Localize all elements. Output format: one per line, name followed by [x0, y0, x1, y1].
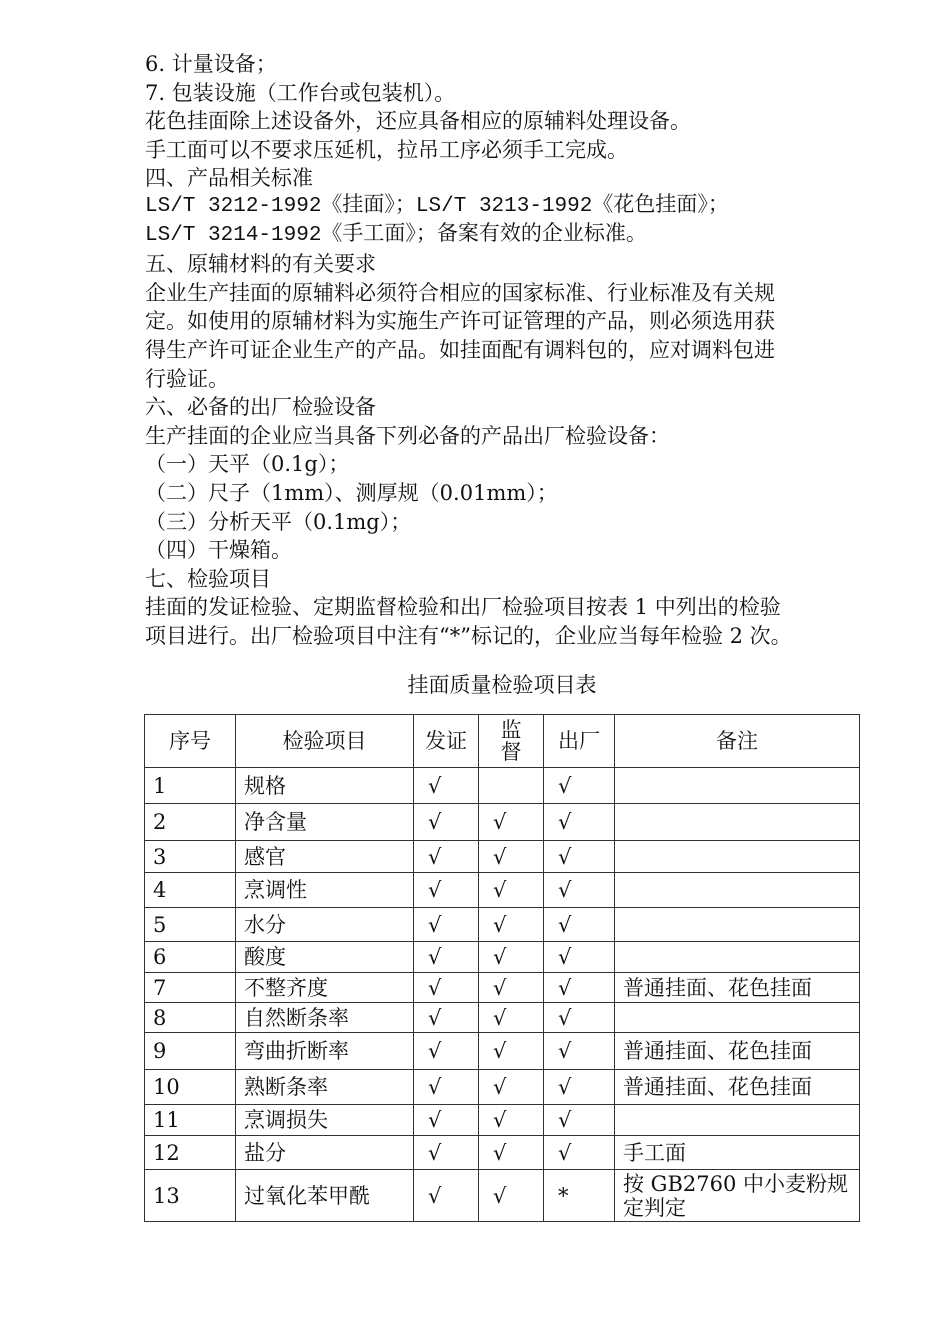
row-note — [615, 942, 860, 973]
table-row — [145, 873, 860, 908]
row-factory: √ — [544, 768, 615, 804]
row-factory: √ — [544, 1033, 615, 1070]
row-supervise: √ — [479, 908, 544, 942]
row-factory: √ — [544, 973, 615, 1003]
table-body — [145, 768, 860, 1222]
equipment-item: （二）尺子（1mm）、测厚规（0.01mm）； — [145, 480, 558, 505]
row-cert: √ — [414, 768, 479, 804]
inspection-items-table — [144, 714, 860, 1222]
row-seq: 11 — [145, 1105, 236, 1136]
row-item: 烹调性 — [236, 873, 414, 908]
row-cert: √ — [414, 908, 479, 942]
row-item: 自然断条率 — [236, 1003, 414, 1033]
row-seq: 6 — [145, 942, 236, 973]
header-note: 备注 — [615, 715, 860, 768]
table-row — [145, 942, 860, 973]
equipment-item: （一）天平（0.1g）； — [145, 452, 350, 477]
table-row — [145, 1003, 860, 1033]
equipment-item: （三）分析天平（0.1mg）； — [145, 509, 412, 534]
row-seq: 10 — [145, 1070, 236, 1105]
row-seq: 8 — [145, 1003, 236, 1033]
table-row — [145, 1070, 860, 1105]
paragraph-line: 项目进行。出厂检验项目中注有“*”标记的，企业应当每年检验 2 次。 — [145, 623, 792, 648]
table-row — [145, 1033, 860, 1070]
header-supervise — [479, 715, 544, 768]
header-item: 检验项目 — [236, 715, 414, 768]
paragraph-line: 得生产许可证企业生产的产品。如挂面配有调料包的，应对调料包进 — [145, 337, 775, 362]
row-item: 净含量 — [236, 804, 414, 841]
paragraph-line: 企业生产挂面的原辅料必须符合相应的国家标准、行业标准及有关规 — [145, 280, 775, 305]
row-factory: √ — [544, 942, 615, 973]
table-header-row — [145, 715, 860, 768]
table-row — [145, 1136, 860, 1170]
row-factory: √ — [544, 1105, 615, 1136]
row-note — [615, 768, 860, 804]
row-note: 手工面 — [615, 1136, 860, 1170]
row-seq: 7 — [145, 973, 236, 1003]
row-cert: √ — [414, 1105, 479, 1136]
row-factory: √ — [544, 1136, 615, 1170]
row-seq: 12 — [145, 1136, 236, 1170]
row-seq: 9 — [145, 1033, 236, 1070]
row-factory: * — [544, 1170, 615, 1222]
row-factory: √ — [544, 841, 615, 873]
paragraph-line: 行验证。 — [145, 366, 229, 391]
row-seq: 4 — [145, 873, 236, 908]
row-item: 盐分 — [236, 1136, 414, 1170]
table-row — [145, 804, 860, 841]
row-note — [615, 1003, 860, 1033]
row-supervise: √ — [479, 973, 544, 1003]
paragraph-line: 挂面的发证检验、定期监督检验和出厂检验项目按表 1 中列出的检验 — [145, 595, 781, 620]
row-factory: √ — [544, 804, 615, 841]
row-cert: √ — [414, 1003, 479, 1033]
table-row — [145, 908, 860, 942]
row-cert: √ — [414, 973, 479, 1003]
table-caption: 挂面质量检验项目表 — [407, 673, 597, 697]
paragraph-line: 花色挂面除上述设备外，还应具备相应的原辅料处理设备。 — [145, 109, 691, 134]
table-row — [145, 768, 860, 804]
row-supervise: √ — [479, 942, 544, 973]
row-seq: 2 — [145, 804, 236, 841]
header-cert: 发证 — [414, 715, 479, 768]
row-supervise: √ — [479, 1170, 544, 1222]
paragraph-line: 7. 包装设施（工作台或包装机）。 — [145, 80, 456, 105]
row-supervise: √ — [479, 1105, 544, 1136]
row-note — [615, 873, 860, 908]
row-cert: √ — [414, 942, 479, 973]
standard-line: LS/T 3214-1992《手工面》；备案有效的企业标准。 — [145, 223, 647, 247]
section-heading: 四、产品相关标准 — [145, 166, 313, 191]
paragraph-line: 生产挂面的企业应当具备下列必备的产品出厂检验设备： — [145, 423, 670, 448]
paragraph-line: 6. 计量设备； — [145, 52, 277, 76]
row-item: 过氧化苯甲酰 — [236, 1170, 414, 1222]
row-item: 不整齐度 — [236, 973, 414, 1003]
row-factory: √ — [544, 1070, 615, 1105]
row-note: 普通挂面、花色挂面 — [615, 1070, 860, 1105]
row-seq: 1 — [145, 768, 236, 804]
header-supervise-line-2: 督 — [500, 739, 522, 764]
section-heading: 六、必备的出厂检验设备 — [145, 395, 376, 420]
row-note — [615, 1105, 860, 1136]
row-supervise: √ — [479, 1136, 544, 1170]
row-cert: √ — [414, 1033, 479, 1070]
row-note: 普通挂面、花色挂面 — [615, 1033, 860, 1070]
table-row — [145, 1105, 860, 1136]
paragraph-line: 定。如使用的原辅材料为实施生产许可证管理的产品，则必须选用获 — [145, 309, 775, 334]
row-note — [615, 908, 860, 942]
row-supervise: √ — [479, 873, 544, 908]
row-supervise: √ — [479, 841, 544, 873]
row-supervise: √ — [479, 804, 544, 841]
row-item: 规格 — [236, 768, 414, 804]
equipment-item: （四）干燥箱。 — [145, 538, 292, 563]
row-item: 感官 — [236, 841, 414, 873]
row-supervise — [479, 768, 544, 804]
row-item: 酸度 — [236, 942, 414, 973]
standard-line: LS/T 3212-1992《挂面》；LS/T 3213-1992《花色挂面》； — [145, 194, 729, 218]
row-cert: √ — [414, 804, 479, 841]
row-factory: √ — [544, 873, 615, 908]
row-item: 烹调损失 — [236, 1105, 414, 1136]
row-note: 按 GB2760 中小麦粉规定判定 — [615, 1170, 860, 1222]
row-seq: 5 — [145, 908, 236, 942]
row-supervise: √ — [479, 1003, 544, 1033]
row-supervise: √ — [479, 1070, 544, 1105]
row-note — [615, 804, 860, 841]
row-note — [615, 841, 860, 873]
row-item: 水分 — [236, 908, 414, 942]
document-body — [145, 50, 875, 650]
table-row — [145, 841, 860, 873]
row-cert: √ — [414, 873, 479, 908]
header-supervise-line-1: 监 — [500, 717, 522, 742]
row-factory: √ — [544, 908, 615, 942]
row-factory: √ — [544, 1003, 615, 1033]
row-note: 普通挂面、花色挂面 — [615, 973, 860, 1003]
table-row — [145, 973, 860, 1003]
header-factory: 出厂 — [544, 715, 615, 768]
row-seq: 13 — [145, 1170, 236, 1222]
row-cert: √ — [414, 841, 479, 873]
section-heading: 五、原辅材料的有关要求 — [145, 252, 376, 277]
section-heading: 七、检验项目 — [145, 566, 271, 591]
header-seq: 序号 — [145, 715, 236, 768]
row-item: 熟断条率 — [236, 1070, 414, 1105]
row-seq: 3 — [145, 841, 236, 873]
row-cert: √ — [414, 1070, 479, 1105]
row-supervise: √ — [479, 1033, 544, 1070]
row-item: 弯曲折断率 — [236, 1033, 414, 1070]
paragraph-line: 手工面可以不要求压延机，拉吊工序必须手工完成。 — [145, 137, 628, 162]
row-cert: √ — [414, 1136, 479, 1170]
table-row — [145, 1170, 860, 1222]
row-cert: √ — [414, 1170, 479, 1222]
